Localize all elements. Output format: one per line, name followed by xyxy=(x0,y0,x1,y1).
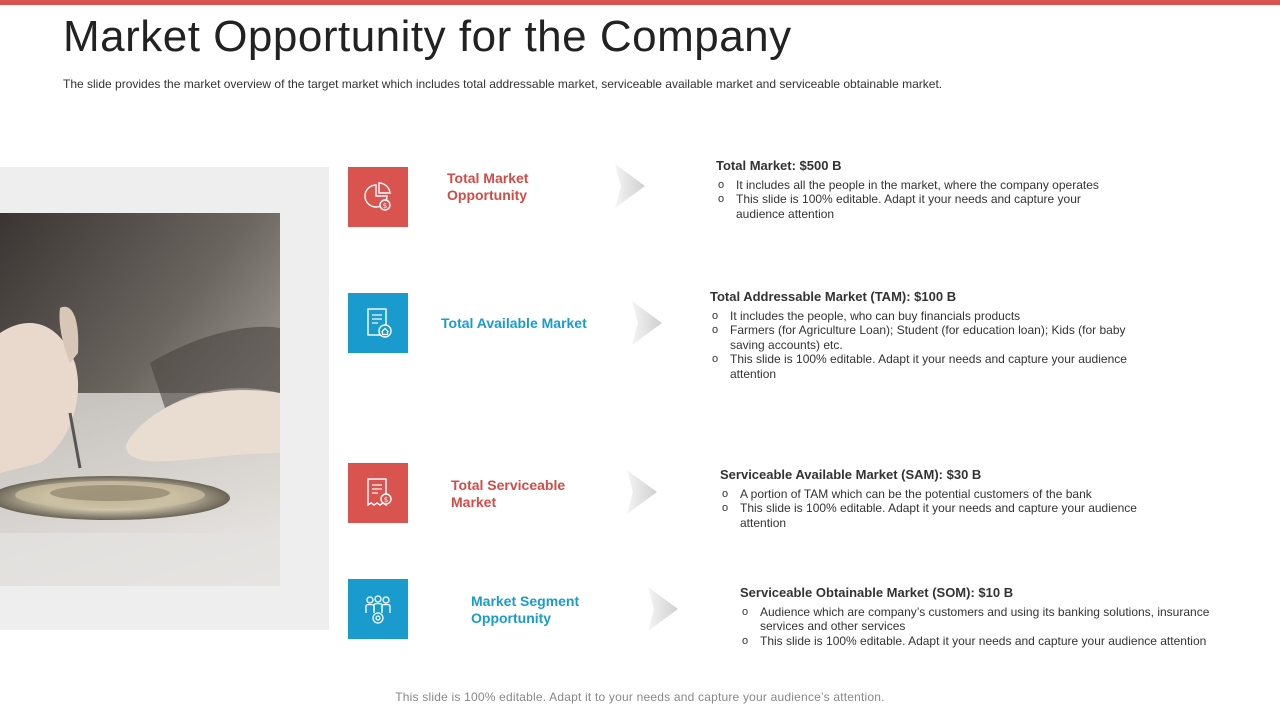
row1-icon-box xyxy=(348,167,408,227)
list-item: o A portion of TAM which can be the potential customers of the bank xyxy=(722,486,1092,501)
row3-heading: Serviceable Available Market (SAM): $30 B xyxy=(720,467,982,482)
pie-chart-dollar-icon xyxy=(360,179,396,215)
svg-text:$: $ xyxy=(383,496,389,504)
list-item: o Audience which are company’s customers and using its banking solutions, insurance services and other services xyxy=(742,604,1210,633)
invoice-dollar-icon xyxy=(360,475,396,511)
row2-icon-box xyxy=(348,293,408,353)
row3-description xyxy=(720,468,1150,530)
page-subtitle: The slide provides the market overview of the target market which includes total addressable market, serviceable available market and serviceable obtainable market. xyxy=(63,77,943,91)
row2-description xyxy=(710,290,1140,381)
list-item: o This slide is 100% editable. Adapt it your needs and capture your audience attention xyxy=(718,192,1081,221)
list-item: o It includes all the people in the market, where the company operates xyxy=(718,177,1099,192)
list-item: o This slide is 100% editable. Adapt it your needs and capture your audience attention xyxy=(722,501,1137,530)
row3-label: Total Serviceable Market xyxy=(451,477,566,510)
row4-label: Market Segment Opportunity xyxy=(471,593,580,626)
row1-chevron-icon xyxy=(615,164,645,208)
top-accent-bar xyxy=(0,0,1280,5)
footer-note: This slide is 100% editable. Adapt it to your needs and capture your audience’s attention. xyxy=(395,690,885,704)
row2-heading: Total Addressable Market (TAM): $100 B xyxy=(710,289,957,304)
row4-heading: Serviceable Obtainable Market (SOM): $10 B xyxy=(740,585,1014,600)
list-item: o Farmers (for Agriculture Loan); Student (for education loan); Kids (for baby saving accounts) etc. xyxy=(712,323,1126,352)
business-photo xyxy=(0,213,280,586)
list-item: o It includes the people, who can buy financials products xyxy=(712,308,1021,323)
page-title: Market Opportunity for the Company xyxy=(63,12,792,61)
row2-label: Total Available Market xyxy=(441,315,587,331)
list-item: o This slide is 100% editable. Adapt it your needs and capture your audience attention xyxy=(742,633,1207,648)
people-group-target-icon xyxy=(360,591,396,627)
row3-icon-box xyxy=(348,463,408,523)
row4-description xyxy=(740,586,1220,648)
row1-label: Total Market Opportunity xyxy=(447,170,529,203)
row1-description xyxy=(716,159,1116,221)
row4-icon-box xyxy=(348,579,408,639)
row2-chevron-icon xyxy=(632,301,662,345)
svg-text:$: $ xyxy=(382,202,388,210)
document-home-icon xyxy=(360,305,396,341)
row4-chevron-icon xyxy=(648,587,678,631)
list-item: o This slide is 100% editable. Adapt it your needs and capture your audience attention xyxy=(712,352,1127,381)
row1-heading: Total Market: $500 B xyxy=(716,158,842,173)
row3-chevron-icon xyxy=(627,470,657,514)
